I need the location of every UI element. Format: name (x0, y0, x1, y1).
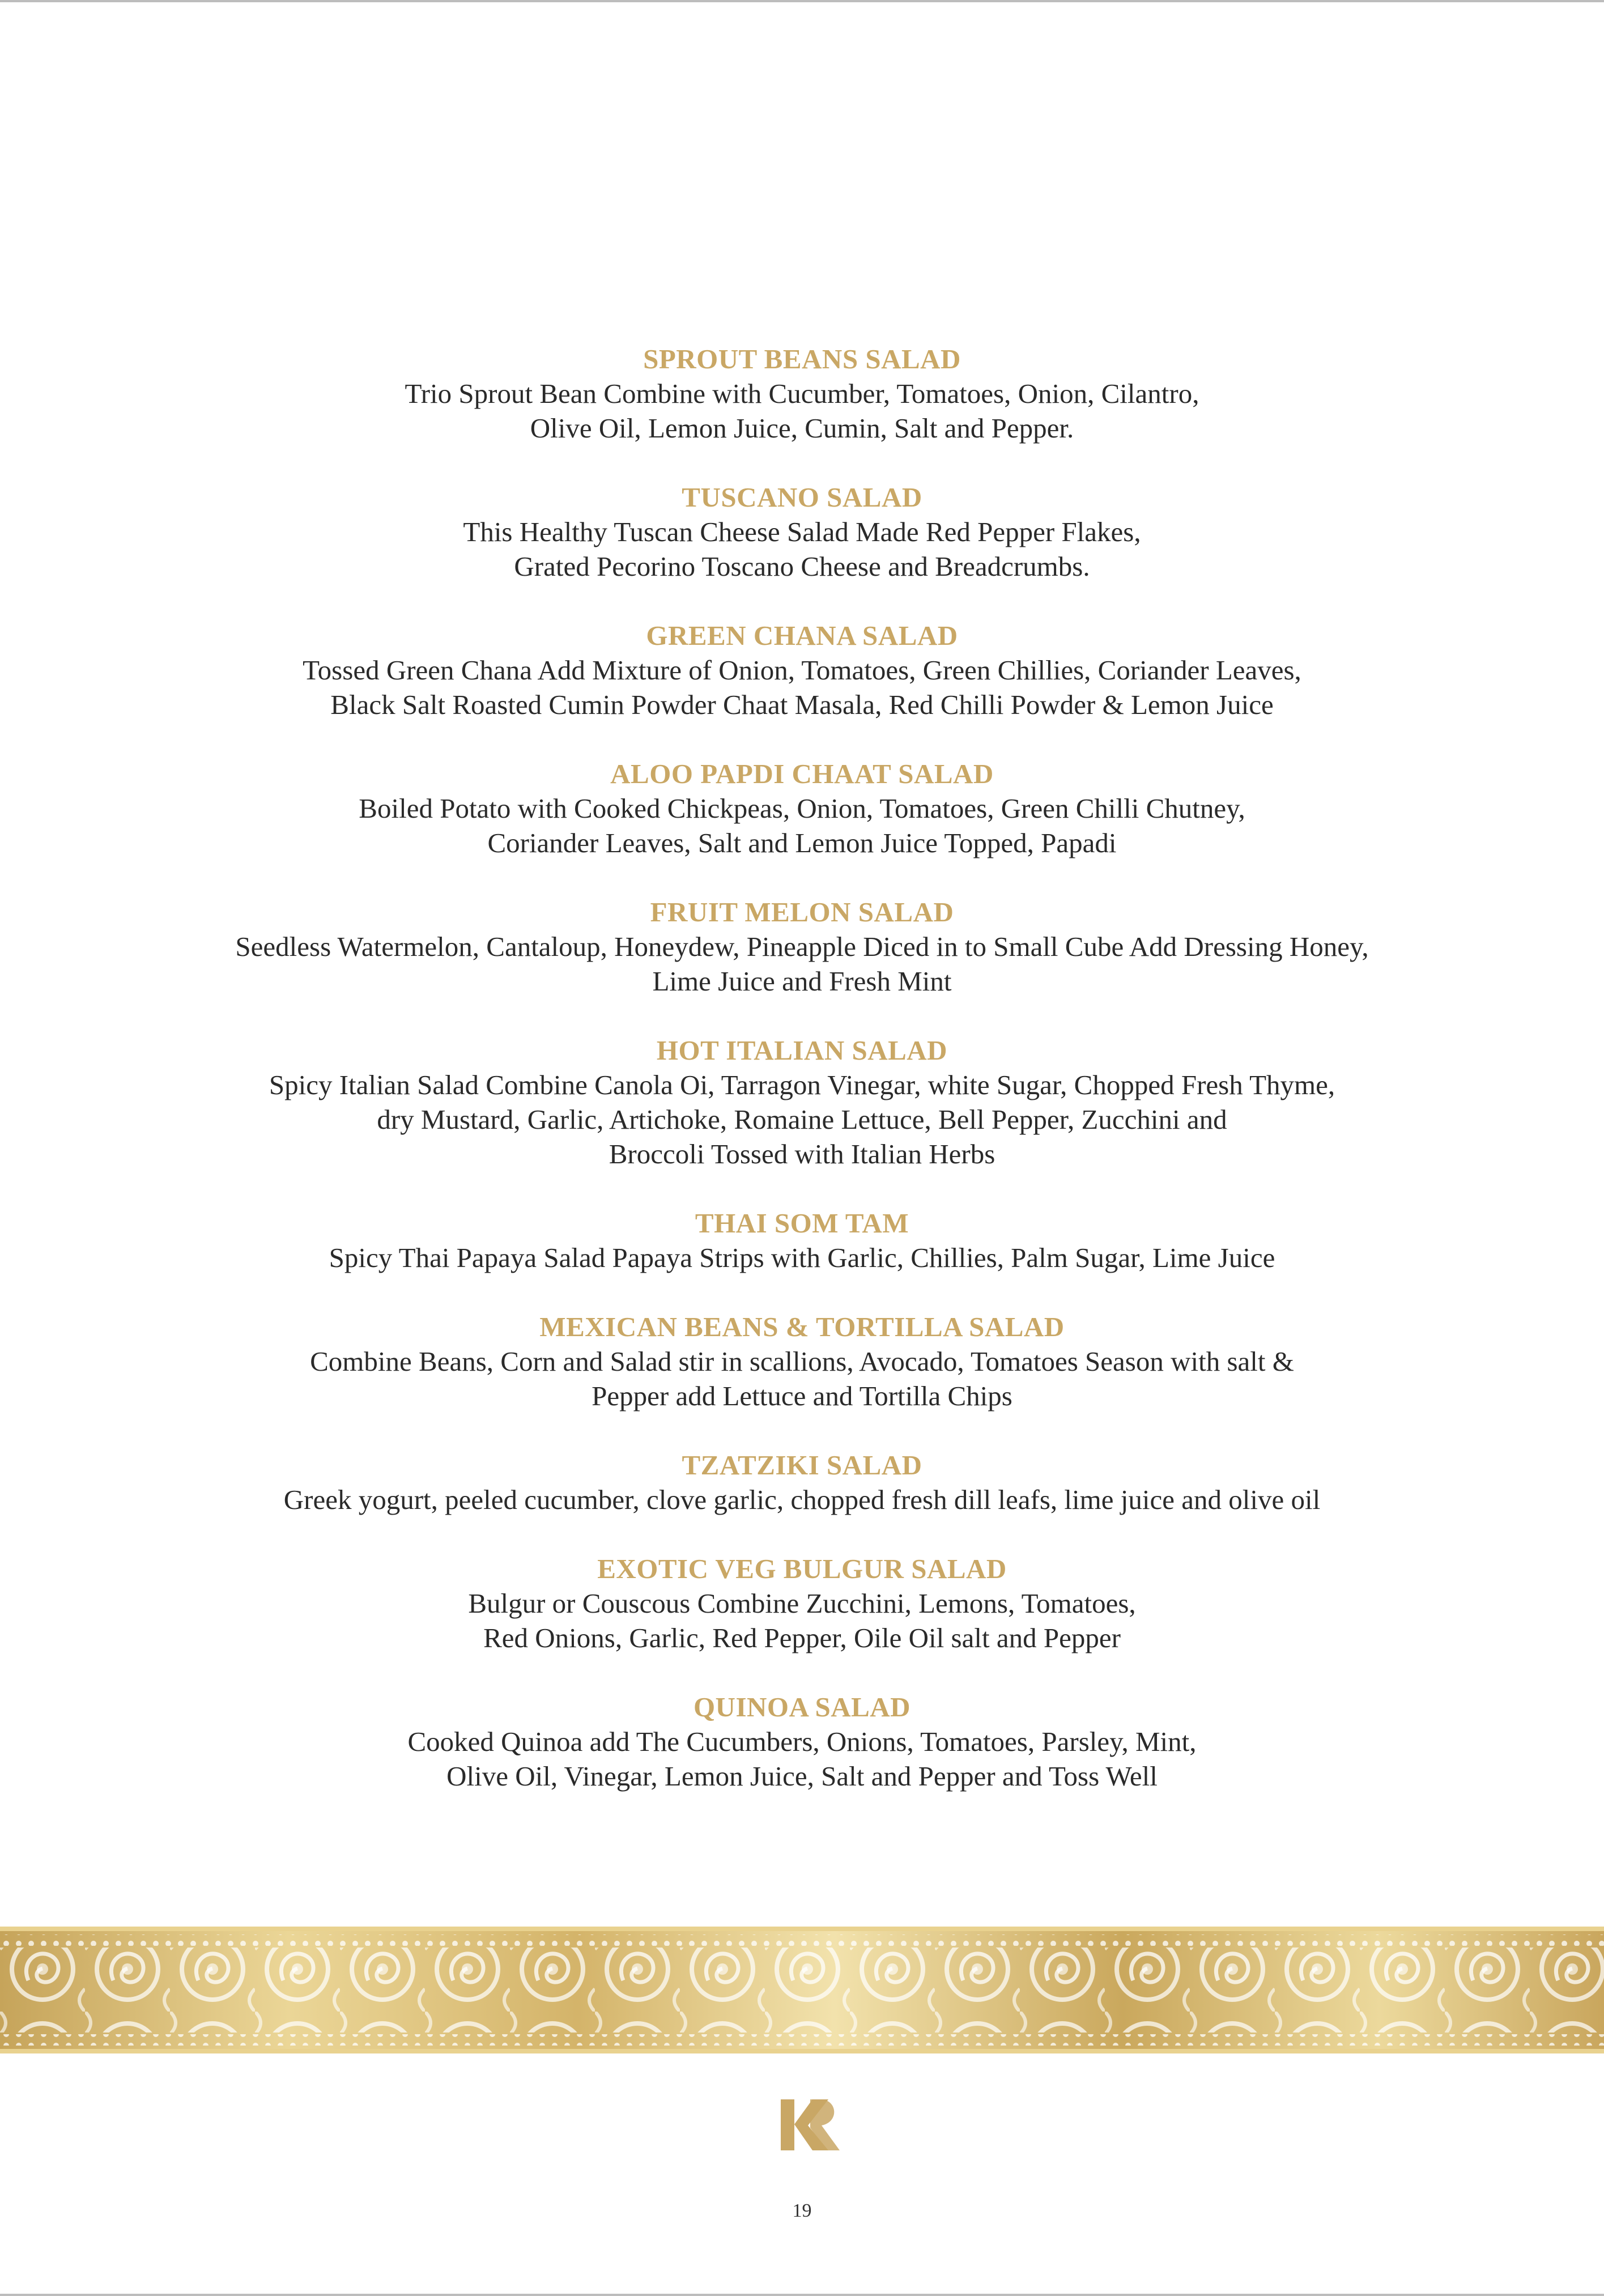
item-title: QUINOA SALAD (693, 1691, 911, 1723)
menu-item-green-chana-salad (0, 618, 1604, 722)
item-description-line: Pepper add Lettuce and Tortilla Chips (592, 1380, 1012, 1411)
page-number: 19 (792, 2200, 812, 2221)
item-title: THAI SOM TAM (695, 1207, 909, 1239)
item-description-line: Grated Pecorino Toscano Cheese and Breadcrumbs. (514, 551, 1090, 582)
item-description-line: dry Mustard, Garlic, Artichoke, Romaine Lettuce, Bell Pepper, Zucchini and (377, 1104, 1227, 1135)
item-title: ALOO PAPDI CHAAT SALAD (610, 758, 994, 789)
item-description-line: Broccoli Tossed with Italian Herbs (609, 1138, 995, 1170)
item-description-line: Spicy Thai Papaya Salad Papaya Strips with Garlic, Chillies, Palm Sugar, Lime Juice (329, 1242, 1275, 1273)
menu-item-tuscano-salad (0, 480, 1604, 584)
menu-item-sprout-beans-salad (0, 342, 1604, 445)
item-title: TUSCANO SALAD (682, 482, 922, 513)
item-description-line: Coriander Leaves, Salt and Lemon Juice Topped, Papadi (487, 827, 1117, 858)
page-border-top (0, 0, 1604, 2)
item-title: GREEN CHANA SALAD (646, 620, 958, 651)
item-description-line: Cooked Quinoa add The Cucumbers, Onions, Tomatoes, Parsley, Mint, (407, 1726, 1197, 1757)
item-description-line: Greek yogurt, peeled cucumber, clove garlic, chopped fresh dill leafs, lime juice and olive oil (283, 1484, 1321, 1515)
kr-logo (781, 2099, 840, 2150)
menu-item-hot-italian-salad (0, 1033, 1604, 1171)
item-title: FRUIT MELON SALAD (650, 896, 954, 928)
menu-item-tzatziki-salad (0, 1448, 1604, 1517)
item-description-line: This Healthy Tuscan Cheese Salad Made Red Pepper Flakes, (463, 516, 1141, 547)
item-description-line: Lime Juice and Fresh Mint (652, 966, 952, 997)
menu-item-aloo-papdi-chaat-salad (0, 756, 1604, 860)
item-title: MEXICAN BEANS & TORTILLA SALAD (539, 1311, 1065, 1342)
item-description-line: Boiled Potato with Cooked Chickpeas, Onion, Tomatoes, Green Chilli Chutney, (359, 793, 1245, 824)
item-description-line: Black Salt Roasted Cumin Powder Chaat Masala, Red Chilli Powder & Lemon Juice (330, 689, 1274, 720)
item-title: EXOTIC VEG BULGUR SALAD (597, 1553, 1007, 1584)
item-description-line: Red Onions, Garlic, Red Pepper, Oile Oil salt and Pepper (483, 1622, 1121, 1653)
menu-item-exotic-veg-bulgur-salad (0, 1551, 1604, 1655)
menu-item-thai-som-tam (0, 1206, 1604, 1275)
item-description-line: Combine Beans, Corn and Salad stir in scallions, Avocado, Tomatoes Season with salt & (310, 1346, 1294, 1377)
item-description-line: Tossed Green Chana Add Mixture of Onion, Tomatoes, Green Chillies, Coriander Leaves, (303, 654, 1301, 686)
logo-text: KR (810, 2133, 811, 2134)
item-description-line: Bulgur or Couscous Combine Zucchini, Lemons, Tomatoes, (468, 1588, 1136, 1619)
item-title: SPROUT BEANS SALAD (643, 343, 961, 375)
item-description-line: Olive Oil, Lemon Juice, Cumin, Salt and Pepper. (530, 413, 1074, 444)
menu-item-mexican-beans-tortilla-salad (0, 1309, 1604, 1413)
item-description-line: Olive Oil, Vinegar, Lemon Juice, Salt and Pepper and Toss Well (446, 1761, 1158, 1792)
paisley-border-pattern (0, 1927, 1604, 2053)
item-description-line: Trio Sprout Bean Combine with Cucumber, Tomatoes, Onion, Cilantro, (405, 378, 1199, 409)
menu-item-fruit-melon-salad (0, 895, 1604, 998)
item-description-line: Spicy Italian Salad Combine Canola Oi, Tarragon Vinegar, white Sugar, Chopped Fresh Thyme, (269, 1069, 1335, 1100)
page-border-bottom (0, 2294, 1604, 2296)
item-title: TZATZIKI SALAD (682, 1449, 922, 1481)
gold-ornament-band (0, 1927, 1604, 2053)
item-description-line: Seedless Watermelon, Cantaloup, Honeydew, Pineapple Diced in to Small Cube Add Dressing Honey, (235, 931, 1369, 962)
menu-item-quinoa-salad (0, 1690, 1604, 1793)
item-title: HOT ITALIAN SALAD (656, 1035, 948, 1066)
salad-menu (0, 342, 1604, 1793)
